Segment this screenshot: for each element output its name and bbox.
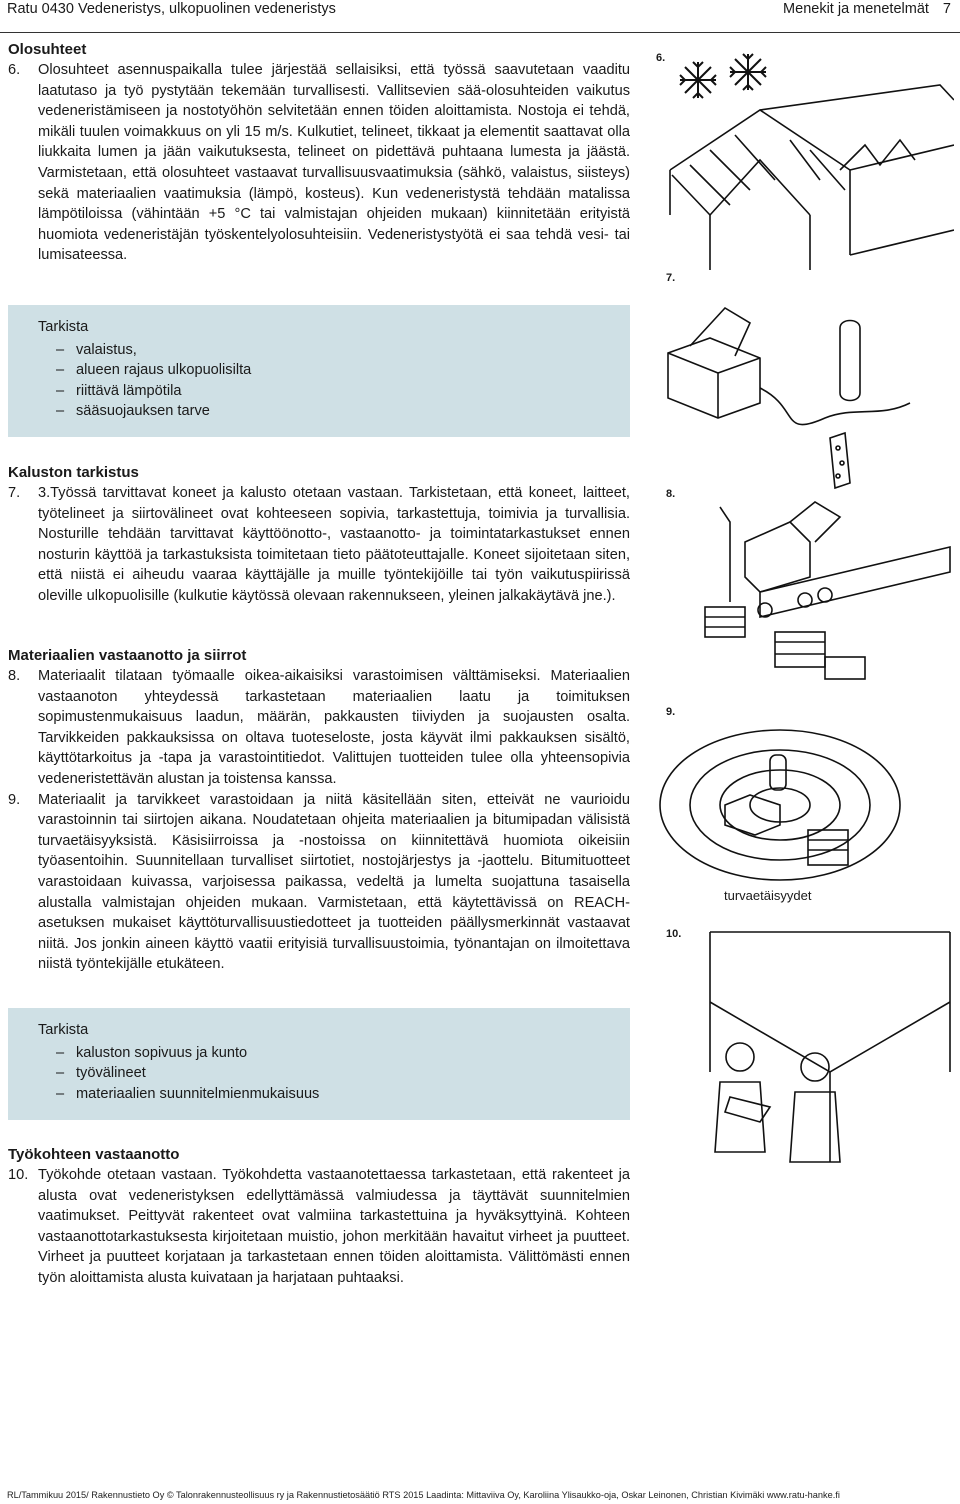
checklist: [38, 340, 630, 422]
item-text: Työkohde otetaan vastaan. Työkohdetta vastaanotettaessa tarkastetaan, että rakenteet ja alusta ovat vedeneristyksen edellyttämässä valmiudessa ja täyttävät suunnitelmien vaatimukset. Peittyvät rakenteet ovat valmiina tarkastettuina ja hyväksyttyinä. Kohteen vastaanottotarkastuksesta kirjoitetaan muistio, johon merkitään havaitut virheet ja puutteet. Virheet ja puutteet korjataan ja tarkastetaan ennen töiden aloittamista. Välittömästi ennen työn aloittamista alusta kuivataan ja harjataan puhtaaksi.: [38, 1167, 630, 1286]
item-10: [8, 1165, 630, 1289]
checklist-item: – riittävä lämpötila: [38, 381, 630, 402]
checklist-item: – sääsuojauksen tarve: [38, 401, 630, 422]
checklist-box-1: [8, 305, 630, 437]
item-text: 3.Työssä tarvittavat koneet ja kalusto otetaan vastaan. Tarkistetaan, että koneet, laitteet, työtelineet ja siirtovälineet ovat kohteeseen sopivia, tarkastettuja, toimivia ja turvallisia. Nosturille tehdään tarvittavat käyttöönotto-, vastaanotto- ja toimintatarkastukset ennen nosturin käyttöä ja tarkastuksista toimitetaan tieto päätoteuttajalle. Koneet sijoitetaan siten, että niistä ei aiheudu vaaraa käyttäjälle ja muille työntekijöille tai työn vaikutuspiirissä oleville ulkopuolisille (kulkutie käytössä olevaan rakennukseen, yleinen jalkakäytävä jne.).: [38, 485, 630, 604]
figure-label: 7.: [666, 272, 676, 284]
page-number: 7: [942, 1, 951, 17]
figure-label: 10.: [666, 928, 682, 940]
checklist-title: Tarkista: [38, 1022, 89, 1038]
section-title-tyokohde: Työkohteen vastaanotto: [8, 1146, 180, 1163]
lamp-icon: [840, 321, 860, 401]
item-8: [8, 666, 630, 790]
figure-10: [650, 922, 954, 1172]
figure-label: 6.: [656, 52, 666, 64]
figure-9: [650, 700, 954, 920]
item-text: Olosuhteet asennuspaikalla tulee järjestää sellaisiksi, että työssä saavutetaan vaaditu laatutaso ja työ pystytään tekemään turvallisesti. Vallitsevien sää-olosuhteiden vaikutus vedeneristämiseen ja nostotyöhön selvitetään ennen töiden aloittamista. Nostoja ei tehdä, mikäli tuulen voimakkuus on yli 15 m/s. Kulkutiet, telineet, tikkaat ja elementit saattavat olla liukkaita lumen ja jään vaikutuksesta, telineet on pidettävä puhtaana lumesta ja jäästä. Varmistetaan, että olosuhteet vastaavat turvallisuusvaatimuksia (sähkö, valaistus, siisteys) sekä materiaalien vaatimuksia (lämpö, kosteus). Kun vedeneristystä tehdään matalissa lämpötiloissa (vähintään +5 °C tai valmistajan ohjeiden mukaan) kiinnitetään erityistä huomiota vedeneristäjän työskentelyolosuhteisiin. Vedeneristystyötä ei saa tehdä vesi- tai lumisateessa.: [38, 62, 630, 264]
figure-8: [650, 482, 954, 694]
header-rule: [0, 32, 960, 33]
figure-label: 8.: [666, 488, 676, 500]
item-text: Materiaalit tilataan työmaalle oikea-aikaisiksi varastoimisen välttämiseksi. Materiaalien vastaanoton yhteydessä tarkastetaan materiaalien laatu ja toimituksen sopimustenmukaisuus laadun, määrän, pakkausten tiiviyden ja suojausten osalta. Tarvikkeiden pakkauksissa on oltava tuoteseloste, josta käyvät ilmi pakkauksen sisältö, käyttötarkoitus ja -tapa ja varastointitiedot. Valittujen tuotteiden tulee olla yhteensopivia vedeneristettävän alustan ja toistensa kanssa.: [38, 668, 630, 787]
section-title-materiaalit: Materiaalien vastaanotto ja siirrot: [8, 647, 247, 664]
workers-illustration: [650, 922, 954, 1172]
safety-distance-illustration: [650, 700, 954, 920]
figure-6: [650, 40, 954, 280]
item-number: 10.: [8, 1167, 29, 1183]
heater-illustration: [650, 268, 954, 490]
scaffold-illustration: [650, 40, 954, 280]
truck-icon: [745, 522, 810, 592]
figure-label: 9.: [666, 706, 676, 718]
item-number: 7.: [8, 485, 21, 501]
page-header: [0, 0, 960, 30]
bitumen-kettle-icon: [770, 755, 786, 790]
item-9: [8, 790, 630, 975]
item-6: [8, 60, 630, 266]
checklist-item: – valaistus,: [38, 340, 630, 361]
section-olosuhteet: [8, 40, 630, 266]
worker-icon: [715, 1043, 770, 1152]
item-text: Materiaalit ja tarvikkeet varastoidaan ja niitä käsitellään siten, etteivät ne vaurioidu varastoinnin tai siirtojen aikana. Noudatetaan ohjeita materiaalien ja bitumipadan välisistä turvaetäisyyksistä. Käsisiirroissa ja -nostoissa on kiinnitettävä huomiota oikeisiin työasentoihin. Suunnitellaan turvalliset siirtotiet, nostojärjestys ja -jaottelu. Bitumituotteet varastoidaan kuivassa, varjoisessa paikassa, vedeltä ja lumelta suojattuna tasaisella alustalla valmistajan ohjeiden mukaan. Varmistetaan, että käytettävissä on REACH-asetuksen mukaiset käyttöturvallisuustiedotteet ja tuotteiden päällysmerkinnät vastaavat niitä. Jos jonkin aineen käyttö vaatii erityisiä turvallisuustoimia, työnantajan on ilmoitettava niistä työntekijälle etukäteen.: [38, 791, 630, 973]
figure-caption: turvaetäisyydet: [724, 888, 812, 903]
checklist-item: – kaluston sopivuus ja kunto: [38, 1043, 630, 1064]
section-title-kalusto: Kaluston tarkistus: [8, 464, 139, 481]
item-number: 9.: [8, 791, 21, 808]
checklist-box-2: [8, 1008, 630, 1120]
header-section: [783, 1, 951, 17]
figure-7: [650, 268, 954, 490]
checklist-item: – työvälineet: [38, 1063, 630, 1084]
worker-icon: [790, 1053, 840, 1162]
checklist: [38, 1043, 630, 1105]
item-7: [8, 483, 630, 607]
item-number: 6.: [8, 62, 21, 78]
header-title: Ratu 0430 Vedeneristys, ulkopuolinen vedeneristys: [7, 1, 336, 17]
checklist-title: Tarkista: [38, 319, 89, 335]
section-materiaalit: [8, 646, 630, 975]
item-number: 8.: [8, 668, 21, 684]
section-title-olosuhteet: Olosuhteet: [8, 41, 87, 58]
section-kalusto: [8, 463, 630, 607]
checklist-item: – materiaalien suunnitelmienmukaisuus: [38, 1084, 630, 1105]
page-footer: RL/Tammikuu 2015/ Rakennustieto Oy © Talonrakennusteollisuus ry ja Rakennustietosäätiö RTS 2015 Laadinta: Mittaviiva Oy, Karoliina Ylisaukko-oja, Oskar Leinonen, Christian Kivimäki www.ratu-hanke.fi: [7, 1490, 840, 1500]
snowflake-icon: [730, 54, 766, 90]
checklist-item: – alueen rajaus ulkopuolisilta: [38, 360, 630, 381]
snowflake-icon: [680, 62, 716, 98]
header-section-label: Menekit ja menetelmät: [783, 1, 929, 17]
section-tyokohde: [8, 1145, 630, 1289]
truck-illustration: [650, 482, 954, 694]
